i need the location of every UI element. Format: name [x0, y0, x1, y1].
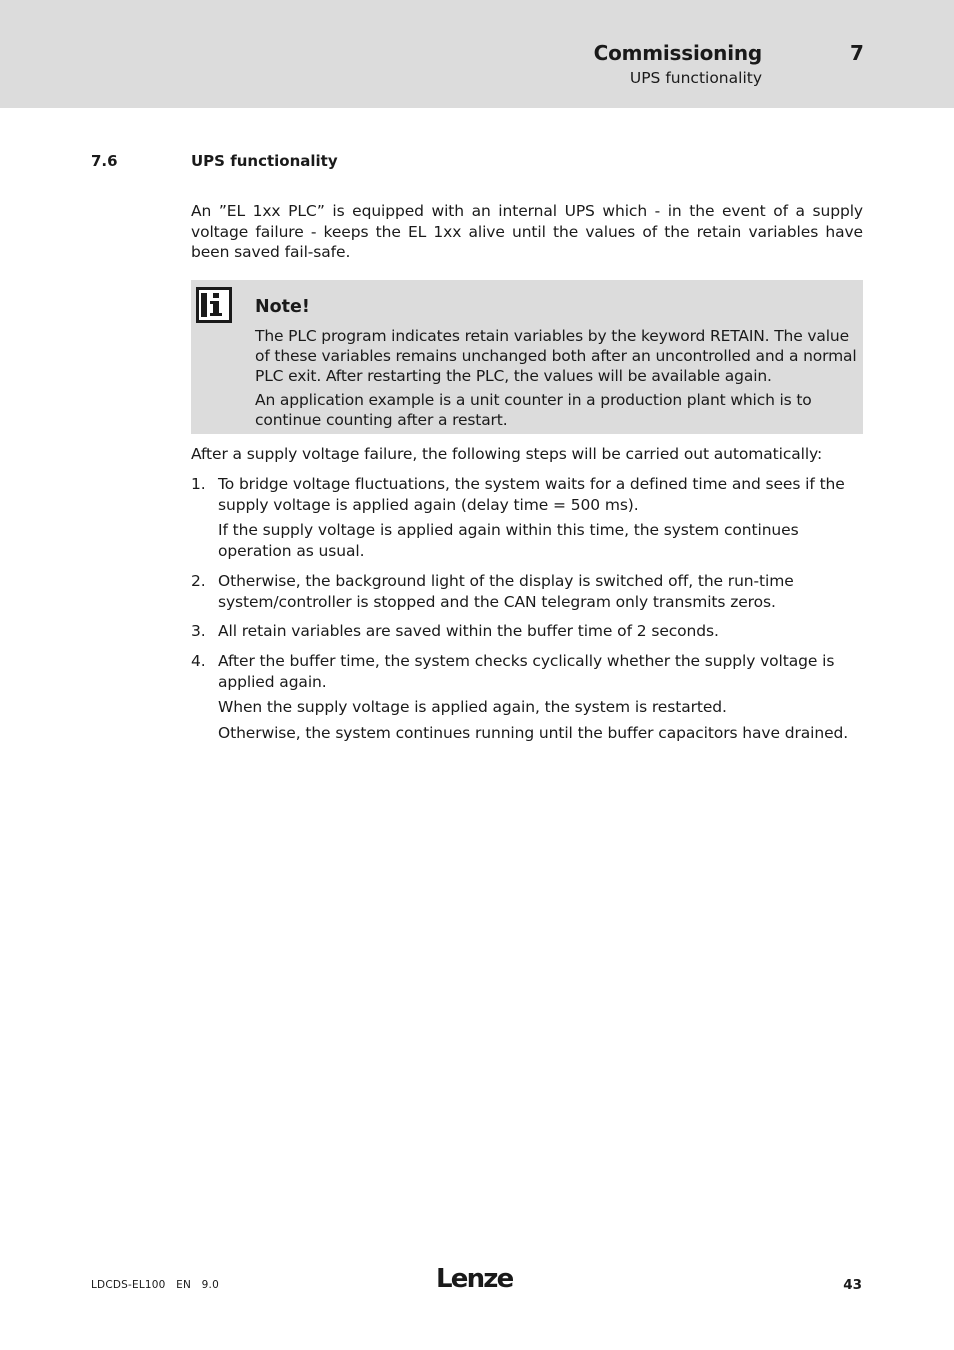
- list-item-text: After the buffer time, the system checks cyclically whether the supply voltage is applied again.: [218, 652, 835, 691]
- chapter-number: 7: [850, 41, 864, 65]
- section-title: UPS functionality: [191, 152, 338, 170]
- list-item-number: 3.: [191, 622, 206, 640]
- intro-paragraph: An ”EL 1xx PLC” is equipped with an internal UPS which - in the event of a supply voltage failure - keeps the EL 1xx alive until the values of the retain variables have been saved fail-safe.: [191, 202, 863, 261]
- info-icon: [196, 287, 232, 323]
- list-item-text: To bridge voltage fluctuations, the system waits for a defined time and sees if the supply voltage is applied again (delay time = 500 ms).: [218, 475, 845, 514]
- list-item-text: Otherwise, the background light of the display is switched off, the run-time system/controller is stopped and the CAN telegram only transmits zeros.: [218, 572, 794, 611]
- list-item-subtext: Otherwise, the system continues running until the buffer capacitors have drained.: [218, 724, 849, 742]
- note-paragraph: An application example is a unit counter in a production plant which is to continue counting after a restart.: [255, 391, 812, 429]
- list-item-subtext: When the supply voltage is applied again, the system is restarted.: [218, 698, 727, 716]
- list-item-number: 1.: [191, 475, 206, 493]
- note-box: [191, 280, 863, 434]
- chapter-title: Commissioning: [593, 41, 762, 65]
- list-item-subtext: If the supply voltage is applied again within this time, the system continues operation as usual.: [218, 521, 799, 560]
- page-number: 43: [843, 1277, 862, 1293]
- list-item-text: All retain variables are saved within the buffer time of 2 seconds.: [218, 622, 719, 640]
- note-paragraph: The PLC program indicates retain variables by the keyword RETAIN. The value of these variables remains unchanged both after an uncontrolled and a normal PLC exit. After restarting the PLC, the values will be available again.: [255, 327, 857, 385]
- footer-document-id: LDCDS-EL100 EN 9.0: [91, 1279, 219, 1291]
- note-heading: Note!: [255, 297, 310, 317]
- list-item-number: 4.: [191, 652, 206, 670]
- page-header-band: [0, 0, 954, 108]
- lenze-logo: Lenze: [436, 1264, 513, 1294]
- list-item-number: 2.: [191, 572, 206, 590]
- section-number: 7.6: [91, 152, 118, 170]
- chapter-subtitle: UPS functionality: [629, 69, 762, 87]
- steps-intro: After a supply voltage failure, the following steps will be carried out automatically:: [191, 445, 823, 463]
